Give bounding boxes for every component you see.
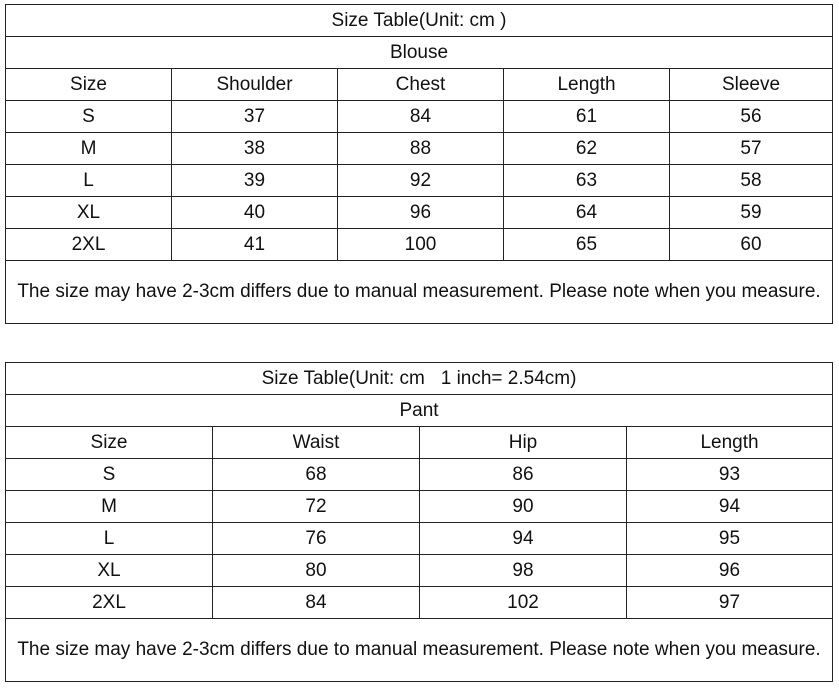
table-cell: 62: [504, 133, 670, 165]
table-row: [6, 523, 833, 555]
blouse-size-table: [5, 4, 833, 324]
column-header-hip: Hip: [420, 427, 627, 459]
table-cell: 80: [213, 555, 420, 587]
pant-size-table: [5, 362, 833, 682]
table-cell: 63: [504, 165, 670, 197]
table-cell: 76: [213, 523, 420, 555]
table-cell: S: [6, 459, 213, 491]
table-cell: 88: [338, 133, 504, 165]
table-cell: 57: [670, 133, 833, 165]
table-cell: 41: [172, 229, 338, 261]
pant-table-title: Size Table(Unit: cm 1 inch= 2.54cm): [6, 363, 833, 395]
column-header-waist: Waist: [213, 427, 420, 459]
table-cell: 56: [670, 101, 833, 133]
table-cell: 59: [670, 197, 833, 229]
table-cell: 64: [504, 197, 670, 229]
table-cell: 94: [420, 523, 627, 555]
table-row: [6, 197, 833, 229]
table-cell: S: [6, 101, 172, 133]
table-row: [6, 101, 833, 133]
pant-header-row: [6, 427, 833, 459]
table-row: [6, 587, 833, 619]
table-cell: 37: [172, 101, 338, 133]
column-header-sleeve: Sleeve: [670, 69, 833, 101]
table-cell: 40: [172, 197, 338, 229]
table-cell: XL: [6, 555, 213, 587]
table-cell: M: [6, 133, 172, 165]
table-row: [6, 459, 833, 491]
pant-measurement-note: The size may have 2-3cm differs due to manual measurement. Please note when you measure.: [6, 619, 833, 682]
table-row: [6, 133, 833, 165]
table-cell: L: [6, 165, 172, 197]
table-cell: 2XL: [6, 229, 172, 261]
table-cell: 92: [338, 165, 504, 197]
pant-section-label: Pant: [6, 395, 833, 427]
table-row: [6, 165, 833, 197]
table-cell: XL: [6, 197, 172, 229]
column-header-length: Length: [627, 427, 833, 459]
table-cell: L: [6, 523, 213, 555]
column-header-shoulder: Shoulder: [172, 69, 338, 101]
blouse-header-row: [6, 69, 833, 101]
table-cell: 94: [627, 491, 833, 523]
table-cell: 39: [172, 165, 338, 197]
table-cell: 102: [420, 587, 627, 619]
table-cell: 86: [420, 459, 627, 491]
table-row: [6, 491, 833, 523]
table-cell: 93: [627, 459, 833, 491]
table-cell: 61: [504, 101, 670, 133]
table-cell: 100: [338, 229, 504, 261]
table-cell: 97: [627, 587, 833, 619]
table-cell: 68: [213, 459, 420, 491]
column-header-length: Length: [504, 69, 670, 101]
table-cell: 58: [670, 165, 833, 197]
table-cell: 84: [213, 587, 420, 619]
table-cell: 84: [338, 101, 504, 133]
table-cell: 2XL: [6, 587, 213, 619]
table-cell: 96: [338, 197, 504, 229]
column-header-size: Size: [6, 427, 213, 459]
blouse-measurement-note: The size may have 2-3cm differs due to manual measurement. Please note when you measure.: [6, 261, 833, 324]
table-cell: 98: [420, 555, 627, 587]
table-cell: 72: [213, 491, 420, 523]
blouse-section-label: Blouse: [6, 37, 833, 69]
table-cell: 60: [670, 229, 833, 261]
table-cell: 95: [627, 523, 833, 555]
table-cell: 90: [420, 491, 627, 523]
table-cell: 65: [504, 229, 670, 261]
table-cell: 38: [172, 133, 338, 165]
blouse-table-title: Size Table(Unit: cm ): [6, 5, 833, 37]
table-row: [6, 555, 833, 587]
table-cell: M: [6, 491, 213, 523]
column-header-size: Size: [6, 69, 172, 101]
table-cell: 96: [627, 555, 833, 587]
table-row: [6, 229, 833, 261]
column-header-chest: Chest: [338, 69, 504, 101]
